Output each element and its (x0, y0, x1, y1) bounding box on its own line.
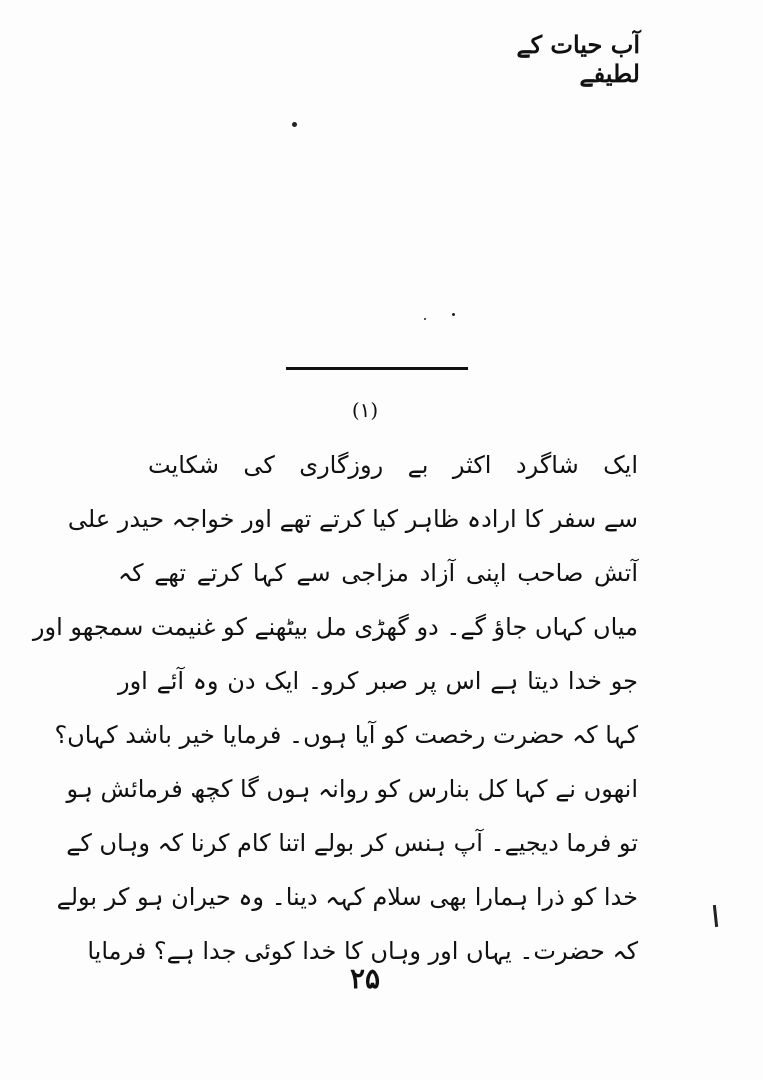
ink-speck (452, 313, 455, 316)
ink-speck (292, 122, 297, 127)
ink-speck (424, 318, 426, 320)
running-head: آب حیات کے لطیفے (516, 30, 640, 88)
anecdote-paragraph (32, 438, 638, 978)
paragraph-line: جو خدا دیتا ہے اس پر صبر کرو۔ ایک دن وہ آئے اور (118, 667, 638, 695)
section-number: (۱) (351, 398, 379, 422)
paragraph-line: تو فرما دیجیے۔ آپ ہنس کر بولے اتنا کام کرنا کہ وہاں کے (66, 829, 638, 857)
paragraph-line: کہ حضرت۔ یہاں اور وہاں کا خدا کوئی جدا ہے؟ فرمایا (87, 937, 638, 965)
paragraph-line: انھوں نے کہا کل بنارس کو روانہ ہوں گا کچھ فرمائش ہو (66, 775, 638, 803)
section-divider-rule (286, 367, 468, 370)
paragraph-line: میاں کہاں جاؤ گے۔ دو گھڑی مل بیٹھنے کو غنیمت سمجھو اور (32, 613, 638, 641)
paragraph-line: کہا کہ حضرت رخصت کو آیا ہوں۔ فرمایا خیر باشد کہاں؟ (54, 721, 638, 749)
paragraph-line: آتش صاحب اپنی آزاد مزاجی سے کہا کرتے تھے کہ (118, 559, 638, 587)
paragraph-line: خدا کو ذرا ہمارا بھی سلام کہہ دینا۔ وہ حیران ہو کر بولے (56, 883, 638, 911)
margin-ink-mark (713, 905, 718, 927)
page-number: ۲۵ (349, 962, 381, 995)
paragraph-line: ایک شاگرد اکثر بے روزگاری کی شکایت (148, 451, 638, 479)
paragraph-line: سے سفر کا ارادہ ظاہر کیا کرتے تھے اور خواجہ حیدر علی (67, 505, 638, 533)
